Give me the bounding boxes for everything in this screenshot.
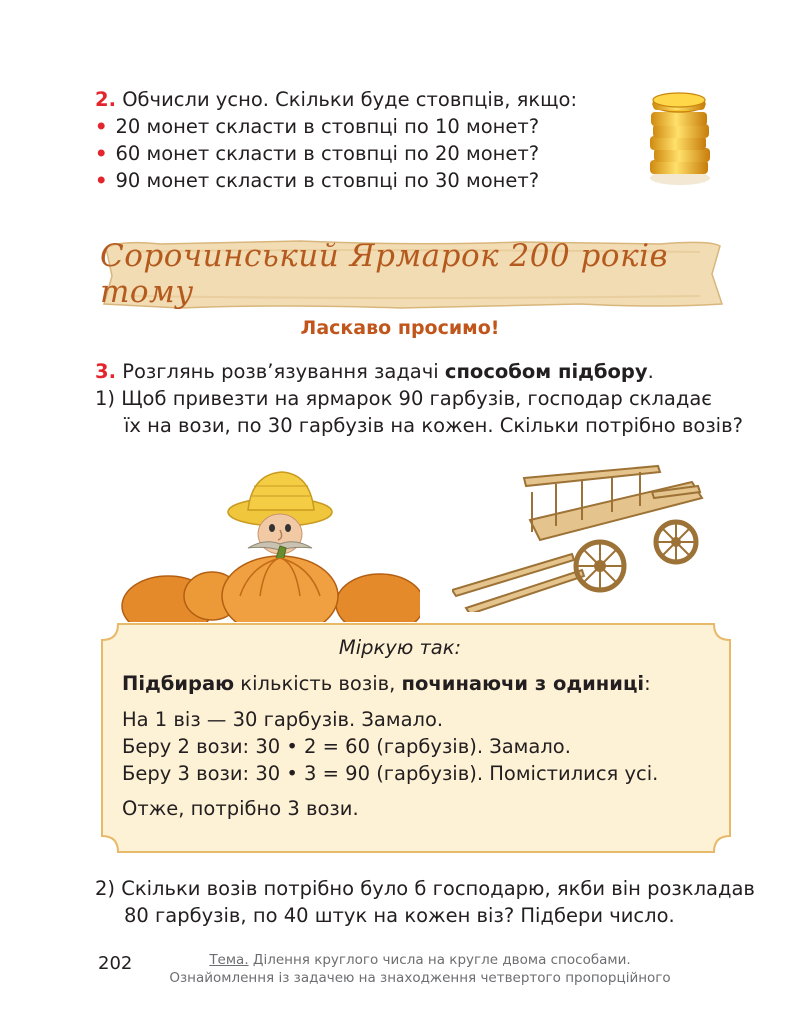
- task3-part2-line1: [95, 875, 755, 903]
- coin-stack-illustration: [640, 90, 720, 190]
- task2-item: [95, 140, 539, 168]
- part-text: 80 гарбузів, по 40 штук на кожен віз? Підбери число.: [124, 904, 675, 927]
- part-text: Скільки возів потрібно було б господарю, якби він розкладав: [121, 877, 755, 900]
- reasoning-text: :: [644, 672, 651, 695]
- task2-header: [95, 86, 577, 114]
- topic-footnote: [150, 951, 690, 987]
- item-text: 60 монет скласти в стовпці по 20 монет?: [115, 142, 540, 165]
- intro-end: .: [647, 360, 654, 383]
- task-number: 3.: [95, 360, 116, 383]
- bullet-icon: •: [95, 115, 108, 138]
- task-number: 2.: [95, 88, 116, 111]
- part-text: Щоб привезти на ярмарок 90 гарбузів, господар складає: [121, 387, 712, 410]
- task3-part1-line2: [124, 412, 743, 440]
- bullet-icon: •: [95, 169, 108, 192]
- page-number: 202: [98, 953, 133, 974]
- task3-intro: [95, 358, 654, 386]
- banner-title: Сорочинський Ярмарок 200 років тому: [100, 238, 669, 310]
- task2-item: [95, 113, 539, 141]
- part-number: 1): [95, 387, 116, 410]
- part-number: 2): [95, 877, 116, 900]
- reasoning-line: Беру 2 вози: 30 • 2 = 60 (гарбузів). Замало.: [122, 735, 571, 758]
- reasoning-line: На 1 віз — 30 гарбузів. Замало.: [122, 708, 444, 731]
- wooden-cart-illustration: [452, 462, 712, 612]
- item-text: 20 монет скласти в стовпці по 10 монет?: [115, 115, 540, 138]
- task3-part1-line1: [95, 385, 712, 413]
- reasoning-line: [122, 670, 651, 698]
- bullet-icon: •: [95, 142, 108, 165]
- title-banner: [100, 238, 725, 310]
- task3-part2-line2: [124, 902, 675, 930]
- reasoning-title: Міркую так:: [338, 636, 462, 659]
- topic-line2: Ознайомлення із задачею на знаходження четвертого пропорційного: [169, 970, 671, 986]
- reasoning-line: Отже, потрібно 3 вози.: [122, 797, 359, 820]
- welcome-heading: Ласкаво просимо!: [300, 317, 500, 339]
- intro-text: Розглянь розв’язування задачі: [122, 360, 445, 383]
- reasoning-line: Беру 3 вози: 30 • 3 = 90 (гарбузів). Помістилися усі.: [122, 762, 659, 785]
- reasoning-text: кількість возів,: [234, 672, 402, 695]
- reasoning-bold: Підбираю: [122, 672, 235, 695]
- part-text: їх на вози, по 30 гарбузів на кожен. Скільки потрібно возів?: [124, 414, 743, 437]
- topic-label: Тема.: [209, 952, 249, 968]
- farmer-pumpkins-illustration: [120, 466, 420, 622]
- task2-item: [95, 167, 539, 195]
- topic-line1: Ділення круглого числа на кругле двома способами.: [248, 952, 631, 968]
- reasoning-bold: починаючи з одиниці: [401, 672, 645, 695]
- item-text: 90 монет скласти в стовпці по 30 монет?: [115, 169, 540, 192]
- task-text: Обчисли усно. Скільки буде стовпців, якщо:: [122, 88, 578, 111]
- intro-bold: способом підбору: [444, 360, 648, 383]
